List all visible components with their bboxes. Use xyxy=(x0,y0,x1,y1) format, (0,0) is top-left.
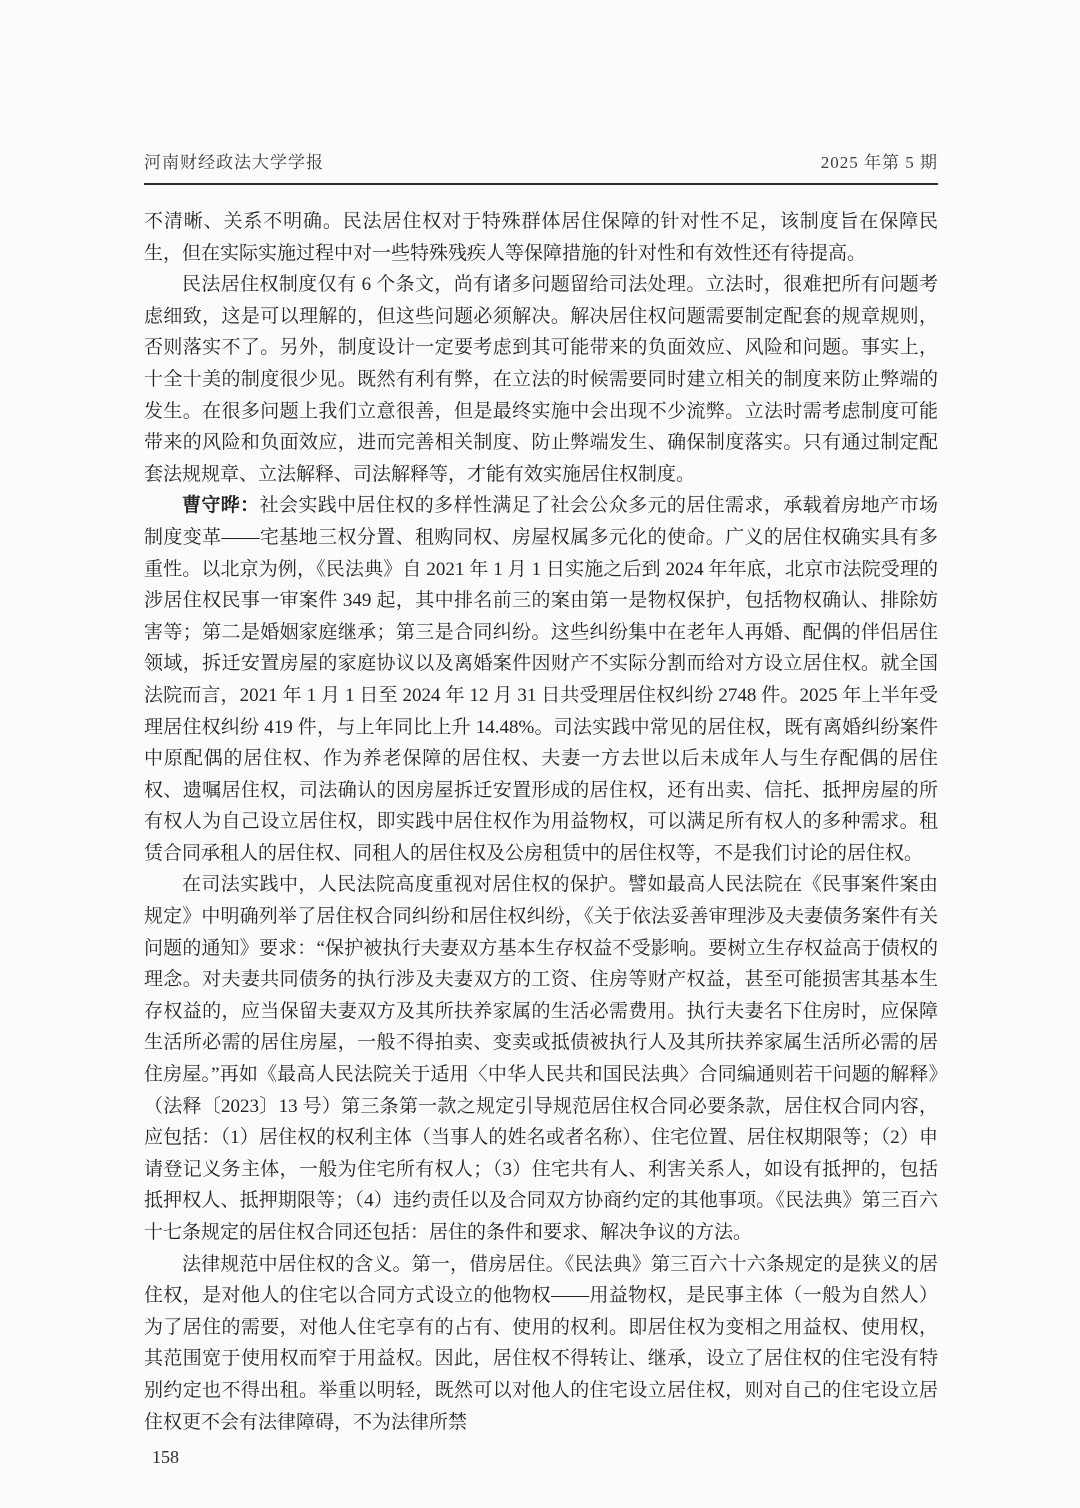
speaker-paragraph-text: 社会实践中居住权的多样性满足了社会公众多元的居住需求，承载着房地产市场制度变革——宅基地三权分置、租购同权、房屋权属多元化的使命。广义的居住权确实具有多重性。以北京为例，《民法典》自 2021 年 1 月 1 日实施之后到 2024 年年底，北京市法院受理的涉居住权民事一审案件 349 起，其中排名前三的案由第一是物权保护，包括物权确认、排除妨害等；第二是婚姻家庭继承；第三是合同纠纷。这些纠纷集中在老年人再婚、配偶的伴侣居住领域，拆迁安置房屋的家庭协议以及离婚案件因财产不实际分割而给对方设立居住权。就全国法院而言，2021 年 1 月 1 日至 2024 年 12 月 31 日共受理居住权纠纷 2748 件。2025 年上半年受理居住权纠纷 419 件，与上年同比上升 14.48%。司法实践中常见的居住权，既有离婚纠纷案件中原配偶的居住权、作为养老保障的居住权、夫妻一方去世以后未成年人与生存配偶的居住权、遗嘱居住权，司法确认的因房屋拆迁安置形成的居住权，还有出卖、信托、抵押房屋的所有权人为自己设立居住权，即实践中居住权作为用益物权，可以满足所有权人的多种需求。租赁合同承租人的居住权、同租人的居住权及公房租赁中的居住权等，不是我们讨论的居住权。 xyxy=(144,495,938,864)
article-body xyxy=(144,206,938,1438)
paragraph-speaker-remarks xyxy=(144,490,938,869)
page-number: 158 xyxy=(152,1447,179,1468)
issue-label: 2025 年第 5 期 xyxy=(820,153,938,172)
header-rule xyxy=(144,183,938,185)
page-header xyxy=(144,148,938,173)
journal-name: 河南财经政法大学学报 xyxy=(144,153,324,172)
paragraph-judicial-practice: 在司法实践中，人民法院高度重视对居住权的保护。譬如最高人民法院在《民事案件案由规定》中明确列举了居住权合同纠纷和居住权纠纷，《关于依法妥善审理涉及夫妻债务案件有关问题的通知》要求：“保护被执行夫妻双方基本生存权益不受影响。要树立生存权益高于债权的理念。对夫妻共同债务的执行涉及夫妻双方的工资、住房等财产权益，甚至可能损害其基本生存权益的，应当保留夫妻双方及其所扶养家属的生活必需费用。执行夫妻名下住房时，应保障生活所必需的居住房屋，一般不得拍卖、变卖或抵债被执行人及其所扶养家属生活所必需的居住房屋。”再如《最高人民法院关于适用〈中华人民共和国民法典〉合同编通则若干问题的解释》（法释〔2023〕13 号）第三条第一款之规定引导规范居住权合同必要条款，居住权合同内容，应包括：（1）居住权的权利主体（当事人的姓名或者名称）、住宅位置、居住权期限等；（2）申请登记义务主体，一般为住宅所有权人；（3）住宅共有人、利害关系人，如设有抵押的，包括抵押权人、抵押期限等；（4）违约责任以及合同双方协商约定的其他事项。《民法典》第三百六十七条规定的居住权合同还包括：居住的条件和要求、解决争议的方法。 xyxy=(144,874,938,1243)
speaker-name: 曹守晔： xyxy=(182,495,260,517)
paragraph-legal-definition: 法律规范中居住权的含义。第一，借房居住。《民法典》第三百六十六条规定的是狭义的居住权，是对他人的住宅以合同方式设立的他物权——用益物权，是民事主体（一般为自然人）为了居住的需要，对他人住宅享有的占有、使用的权利。即居住权为变相之用益权、使用权，其范围宽于使用权而窄于用益权。因此，居住权不得转让、继承，设立了居住权的住宅没有特别约定也不得出租。举重以明轻，既然可以对他人的住宅设立居住权，则对自己的住宅设立居住权更不会有法律障碍，不为法律所禁 xyxy=(144,1253,938,1433)
page-footer xyxy=(144,1447,938,1468)
paragraph-continuation: 不清晰、关系不明确。民法居住权对于特殊群体居住保障的针对性不足，该制度旨在保障民生，但在实际实施过程中对一些特殊残疾人等保障措施的针对性和有效性还有待提高。 xyxy=(144,211,938,264)
paragraph-legislation: 民法居住权制度仅有 6 个条文，尚有诸多问题留给司法处理。立法时，很难把所有问题考虑细致，这是可以理解的，但这些问题必须解决。解决居住权问题需要制定配套的规章规则，否则落实不了。另外，制度设计一定要考虑到其可能带来的负面效应、风险和问题。事实上，十全十美的制度很少见。既然有利有弊，在立法的时候需要同时建立相关的制度来防止弊端的发生。在很多问题上我们立意很善，但是最终实施中会出现不少流弊。立法时需考虑制度可能带来的风险和负面效应，进而完善相关制度、防止弊端发生、确保制度落实。只有通过制定配套法规规章、立法解释、司法解释等，才能有效实施居住权制度。 xyxy=(144,274,938,485)
